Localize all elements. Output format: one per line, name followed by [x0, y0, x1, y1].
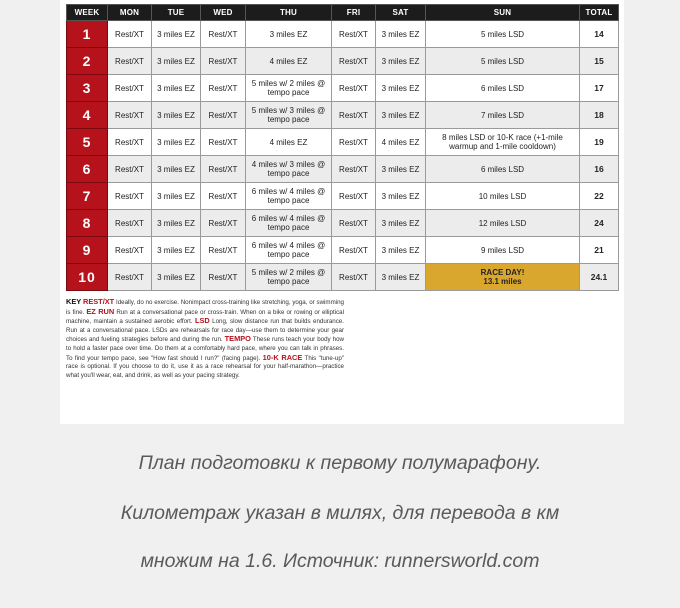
cell-mon: Rest/XT [108, 48, 152, 75]
cell-mon: Rest/XT [108, 156, 152, 183]
caption-line-3: множим на 1.6. Источник: runnersworld.com [140, 550, 540, 572]
cell-total: 22 [580, 183, 619, 210]
cell-tue: 3 miles EZ [152, 156, 201, 183]
cell-total: 14 [580, 21, 619, 48]
caption-line-1: План подготовки к первому полумарафону. [138, 452, 542, 474]
cell-fri: Rest/XT [332, 129, 376, 156]
cell-sat: 3 miles EZ [376, 210, 426, 237]
cell-mon: Rest/XT [108, 21, 152, 48]
cell-mon: Rest/XT [108, 237, 152, 264]
header-fri: FRI [332, 5, 376, 21]
cell-fri: Rest/XT [332, 21, 376, 48]
key-text-ez: Run at a conversational pace or cross-train. When on a bike or rowing or elliptical machine, maintain a sustained aerobic effort. [66, 308, 344, 326]
header-week: WEEK [67, 5, 108, 21]
cell-thu: 5 miles w/ 3 miles @ tempo pace [246, 102, 332, 129]
cell-thu: 5 miles w/ 2 miles @ tempo pace [246, 75, 332, 102]
cell-total: 17 [580, 75, 619, 102]
cell-total: 24.1 [580, 264, 619, 291]
cell-fri: Rest/XT [332, 156, 376, 183]
cell-tue: 3 miles EZ [152, 102, 201, 129]
cell-wed: Rest/XT [201, 210, 246, 237]
table-row [67, 264, 619, 291]
header-thu: THU [246, 5, 332, 21]
table-row [67, 48, 619, 75]
header-sun: SUN [426, 5, 580, 21]
cell-sun: 7 miles LSD [426, 102, 580, 129]
cell-wed: Rest/XT [201, 129, 246, 156]
table-row [67, 75, 619, 102]
cell-mon: Rest/XT [108, 183, 152, 210]
key-label-tempo: TEMPO [224, 334, 251, 344]
cell-total: 18 [580, 102, 619, 129]
training-plan-table [66, 4, 619, 291]
cell-fri: Rest/XT [332, 48, 376, 75]
cell-tue: 3 miles EZ [152, 21, 201, 48]
cell-sat: 3 miles EZ [376, 102, 426, 129]
table-row [67, 129, 619, 156]
cell-wed: Rest/XT [201, 21, 246, 48]
key-text-10k: This "tune-up" race is optional. If you choose to do it, use it as a race rehearsal for your half-marathon—practice what you'll wear, eat, and drink, as well as your pacing strategy. [66, 354, 344, 379]
cell-sun: 10 miles LSD [426, 183, 580, 210]
table-row [67, 21, 619, 48]
table-row [67, 210, 619, 237]
cell-thu: 3 miles EZ [246, 21, 332, 48]
table-row [67, 237, 619, 264]
cell-thu: 4 miles EZ [246, 129, 332, 156]
cell-sun: 9 miles LSD [426, 237, 580, 264]
cell-fri: Rest/XT [332, 210, 376, 237]
cell-wed: Rest/XT [201, 75, 246, 102]
cell-thu: 6 miles w/ 4 miles @ tempo pace [246, 237, 332, 264]
week-number: 5 [67, 129, 108, 156]
cell-sun: 6 miles LSD [426, 156, 580, 183]
header-wed: WED [201, 5, 246, 21]
cell-wed: Rest/XT [201, 48, 246, 75]
cell-sat: 3 miles EZ [376, 237, 426, 264]
cell-thu: 5 miles w/ 2 miles @ tempo pace [246, 264, 332, 291]
header-mon: MON [108, 5, 152, 21]
key-label-10k: 10-K RACE [262, 352, 303, 362]
cell-tue: 3 miles EZ [152, 48, 201, 75]
cell-total: 15 [580, 48, 619, 75]
cell-thu: 6 miles w/ 4 miles @ tempo pace [246, 210, 332, 237]
cell-total: 24 [580, 210, 619, 237]
week-number: 3 [67, 75, 108, 102]
race-day-label: RACE DAY! [480, 268, 525, 277]
cell-wed: Rest/XT [201, 102, 246, 129]
week-number: 2 [67, 48, 108, 75]
week-number: 10 [67, 264, 108, 291]
cell-sat: 3 miles EZ [376, 21, 426, 48]
cell-tue: 3 miles EZ [152, 237, 201, 264]
week-number: 4 [67, 102, 108, 129]
key-text-lsd: Long, slow distance run that builds endurance. Run at a conversational pace. LSDs are rehearsals for race day—use them to determine your gear choices and fueling strategies before and during the run. [66, 318, 344, 344]
cell-sun: 5 miles LSD [426, 21, 580, 48]
cell-sat: 3 miles EZ [376, 156, 426, 183]
cell-total: 21 [580, 237, 619, 264]
key-label-rest: REST/XT [82, 297, 115, 306]
key-text-tempo: These runs teach your body how to hold a faster pace over time. Do them at a comfortably hard pace, where you can talk in phrases. To find your tempo pace, see "How fast should I run?" (facing page). [66, 336, 344, 362]
cell-sun: 12 miles LSD [426, 210, 580, 237]
key-label-lsd: LSD [194, 316, 210, 326]
cell-total: 19 [580, 129, 619, 156]
cell-wed: Rest/XT [201, 183, 246, 210]
header-sat: SAT [376, 5, 426, 21]
training-plan-image [60, 0, 624, 424]
cell-sun: 8 miles LSD or 10-K race (+1-mile warmup and 1-mile cooldown) [426, 129, 580, 156]
caption-line-2: Километраж указан в милях, для перевода в км [120, 502, 560, 524]
week-number: 8 [67, 210, 108, 237]
cell-mon: Rest/XT [108, 129, 152, 156]
cell-sat: 4 miles EZ [376, 129, 426, 156]
cell-tue: 3 miles EZ [152, 129, 201, 156]
key-heading: KEY [66, 297, 82, 306]
table-row [67, 183, 619, 210]
cell-mon: Rest/XT [108, 75, 152, 102]
week-number: 6 [67, 156, 108, 183]
race-day-distance: 13.1 miles [483, 277, 522, 286]
header-tue: TUE [152, 5, 201, 21]
cell-tue: 3 miles EZ [152, 183, 201, 210]
cell-fri: Rest/XT [332, 237, 376, 264]
cell-mon: Rest/XT [108, 210, 152, 237]
cell-total: 16 [580, 156, 619, 183]
cell-thu: 4 miles EZ [246, 48, 332, 75]
cell-sat: 3 miles EZ [376, 75, 426, 102]
week-number: 7 [67, 183, 108, 210]
cell-fri: Rest/XT [332, 102, 376, 129]
cell-sun: 5 miles LSD [426, 48, 580, 75]
cell-wed: Rest/XT [201, 156, 246, 183]
cell-tue: 3 miles EZ [152, 264, 201, 291]
cell-mon: Rest/XT [108, 264, 152, 291]
cell-fri: Rest/XT [332, 75, 376, 102]
header-total: TOTAL [580, 5, 619, 21]
table-row [67, 102, 619, 129]
cell-wed: Rest/XT [201, 237, 246, 264]
table-header-row [67, 5, 619, 21]
cell-sat: 3 miles EZ [376, 183, 426, 210]
cell-fri: Rest/XT [332, 264, 376, 291]
cell-mon: Rest/XT [108, 102, 152, 129]
week-number: 1 [67, 21, 108, 48]
cell-wed: Rest/XT [201, 264, 246, 291]
legend-key [66, 298, 344, 380]
cell-sat: 3 miles EZ [376, 264, 426, 291]
cell-sat: 3 miles EZ [376, 48, 426, 75]
cell-fri: Rest/XT [332, 183, 376, 210]
week-number: 9 [67, 237, 108, 264]
cell-thu: 6 miles w/ 4 miles @ tempo pace [246, 183, 332, 210]
cell-sun: 6 miles LSD [426, 75, 580, 102]
race-day-cell [426, 264, 580, 291]
cell-thu: 4 miles w/ 3 miles @ tempo pace [246, 156, 332, 183]
key-label-ez: EZ RUN [86, 306, 115, 316]
key-text-rest: Ideally, do no exercise. Nonimpact cross-training like stretching, yoga, or swimming is fine. [66, 299, 344, 316]
cell-tue: 3 miles EZ [152, 75, 201, 102]
table-row [67, 156, 619, 183]
cell-tue: 3 miles EZ [152, 210, 201, 237]
